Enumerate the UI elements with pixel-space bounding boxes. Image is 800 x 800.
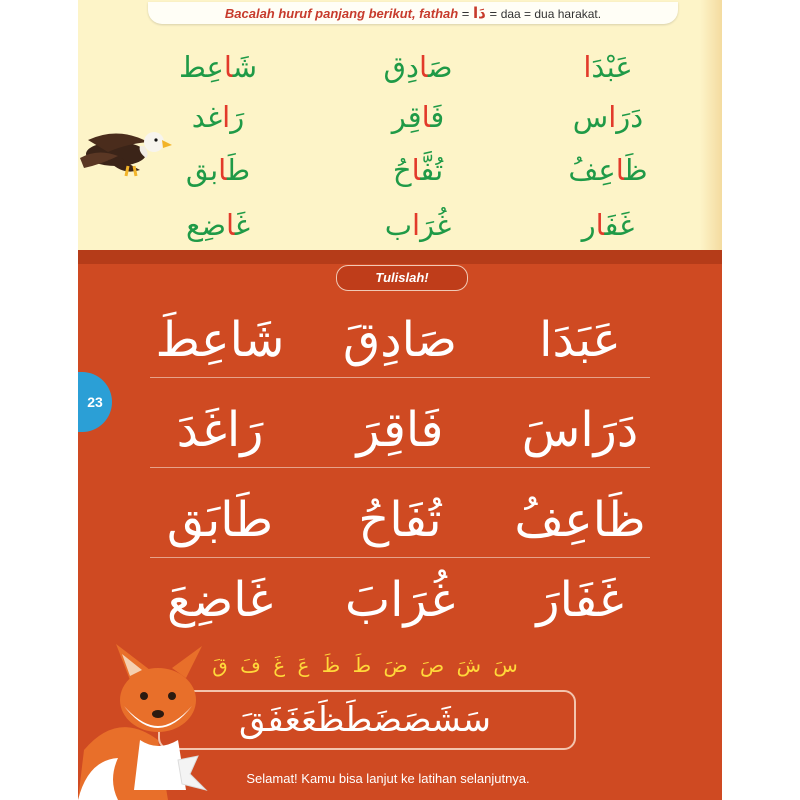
instruction-explanation: daa = dua harakat. — [500, 7, 602, 21]
trace-word: غَفَارَ — [536, 572, 624, 628]
reading-word: غَفَار — [581, 208, 635, 242]
instruction-text: Bacalah huruf panjang berikut, fathah — [224, 6, 459, 21]
reading-word: غُرَاب — [384, 208, 452, 242]
eagle-illustration — [78, 118, 174, 184]
instruction-equals-1: = — [458, 6, 474, 21]
reading-word: تُفَّاحُ — [392, 153, 444, 187]
reading-word: رَاغد — [191, 100, 245, 134]
write-section-label: Tulislah! — [336, 265, 468, 291]
reading-word: فَاقِر — [391, 100, 445, 134]
trace-word: رَاغَدَ — [176, 402, 264, 458]
footer-message: Selamat! Kamu bisa lanjut ke latihan selanjutnya. — [246, 771, 530, 786]
trace-word: غُرَابَ — [344, 572, 456, 628]
writing-line — [150, 377, 650, 378]
reading-word: صَادِق — [383, 50, 453, 84]
instruction-equals-2: = — [485, 6, 501, 21]
writing-line — [150, 557, 650, 558]
alphabet-row-large: سَشَصَضَطَظَعَغَفَقَ — [239, 700, 491, 740]
trace-word: دَرَاسَ — [521, 402, 639, 458]
fox-illustration — [78, 640, 228, 800]
reading-word: دَرَاس — [572, 100, 644, 134]
trace-word: ظَاعِفُ — [514, 492, 646, 548]
trace-word: غَاضِعَ — [166, 572, 274, 628]
trace-word: صَادِقَ — [343, 312, 457, 368]
writing-line — [150, 467, 650, 468]
trace-word: فَاقِرَ — [356, 402, 444, 458]
trace-word: عَبَدَا — [539, 312, 621, 368]
reading-word: ظَاعِفُ — [568, 153, 648, 187]
reading-panel — [78, 0, 722, 250]
reading-word: عَبْدَا — [583, 50, 633, 84]
trace-word: تُفَاحُ — [358, 492, 442, 548]
trace-word: شَاعِطَ — [155, 312, 285, 368]
page-number-tab: 23 — [78, 372, 112, 432]
trace-word: طَابَق — [166, 492, 274, 548]
instruction-arabic-example: دَا — [473, 4, 486, 22]
instruction-banner — [148, 2, 678, 24]
alphabet-row-small: سَ شَ صَ ضَ طَ ظَ عَ غَ فَ قَ — [212, 653, 518, 677]
reading-word: طَابق — [185, 153, 251, 187]
reading-word: غَاضِع — [185, 208, 251, 242]
reading-word: شَاعِط — [179, 50, 257, 84]
section-divider — [78, 250, 722, 264]
